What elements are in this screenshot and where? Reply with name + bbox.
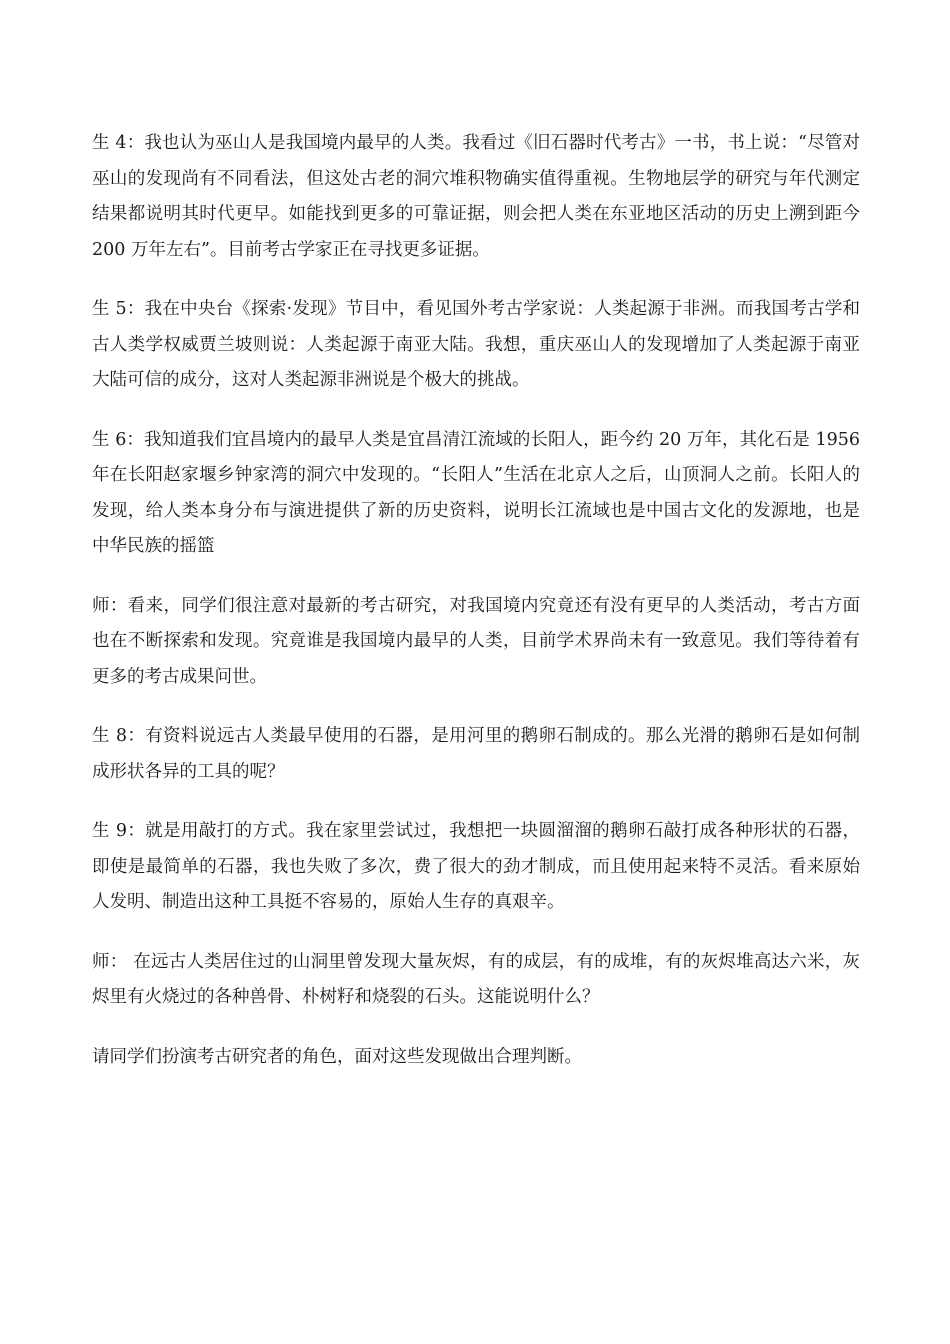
paragraph-teacher-1: 师：看来，同学们很注意对最新的考古研究，对我国境内究竟还有没有更早的人类活动，考古方面也在不断探索和发现。究竟谁是我国境内最早的人类，目前学术界尚未有一致意见。我们等待着有更多的考古成果问世。 xyxy=(92,595,860,687)
document-body xyxy=(92,126,860,1099)
paragraph-student-9: 生 9：就是用敲打的方式。我在家里尝试过，我想把一块圆溜溜的鹅卵石敲打成各种形状的石器，即使是最简单的石器，我也失败了多次，费了很大的劲才制成，而且使用起来特不灵活。看来原始人发明、制造出这种工具挺不容易的，原始人生存的真艰辛。 xyxy=(92,821,860,912)
paragraph-teacher-2: 师： 在远古人类居住过的山洞里曾发现大量灰烬，有的成层，有的成堆，有的灰烬堆高达六米，灰烬里有火烧过的各种兽骨、朴树籽和烧裂的石头。这能说明什么？ xyxy=(92,951,860,1007)
paragraph-student-8: 生 8：有资料说远古人类最早使用的石器，是用河里的鹅卵石制成的。那么光滑的鹅卵石是如何制成形状各异的工具的呢？ xyxy=(92,726,860,782)
paragraph-instruction: 请同学们扮演考古研究者的角色，面对这些发现做出合理判断。 xyxy=(92,1046,582,1067)
paragraph-student-4: 生 4：我也认为巫山人是我国境内最早的人类。我看过《旧石器时代考古》一书，书上说：“尽管对巫山的发现尚有不同看法，但这处古老的洞穴堆积物确实值得重视。生物地层学的研究与年代测定结果都说明其时代更早。如能找到更多的可靠证据，则会把人类在东亚地区活动的历史上溯到距今 200 万年左右”。目前考古学家正在寻找更多证据。 xyxy=(92,133,860,260)
paragraph-student-6: 生 6：我知道我们宜昌境内的最早人类是宜昌清江流域的长阳人，距今约 20 万年，其化石是 1956 年在长阳赵家堰乡钟家湾的洞穴中发现的。“长阳人”生活在北京人之后，山顶洞人之前。长阳人的发现，给人类本身分布与演进提供了新的历史资料，说明长江流域也是中国古文化的发源地，也是中华民族的摇篮 xyxy=(92,429,860,556)
paragraph-student-5: 生 5：我在中央台《探索·发现》节目中，看见国外考古学家说：人类起源于非洲。而我国考古学和古人类学权威贾兰坡则说：人类起源于南亚大陆。我想，重庆巫山人的发现增加了人类起源于南亚大陆可信的成分，这对人类起源非洲说是个极大的挑战。 xyxy=(92,299,860,390)
